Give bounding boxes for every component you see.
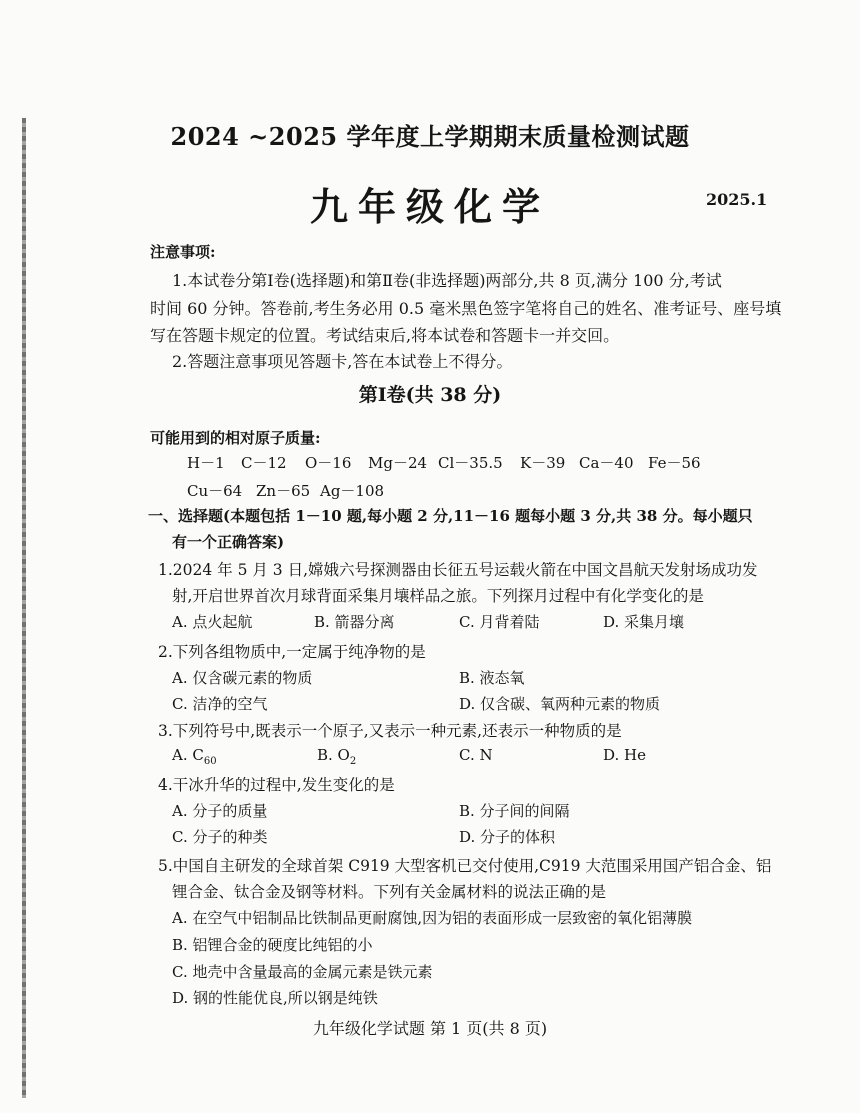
atomic-mass: C－12 xyxy=(241,454,287,472)
question-1-option-b: B. 箭器分离 xyxy=(314,613,395,631)
question-2-option-a: A. 仅含碳元素的物质 xyxy=(172,669,313,687)
question-5-option-b: B. 铝锂合金的硬度比纯铝的小 xyxy=(172,936,373,954)
question-3-stem: 3.下列符号中,既表示一个原子,又表示一种元素,还表示一种物质的是 xyxy=(158,722,622,740)
question-3-option-b xyxy=(317,746,356,767)
question-4-option-c: C. 分子的种类 xyxy=(172,828,268,846)
option-text: A. C xyxy=(172,746,204,764)
question-2-option-b: B. 液态氧 xyxy=(459,669,525,687)
subject-title: 九年级化学 xyxy=(309,184,550,229)
question-2-stem: 2.下列各组物质中,一定属于纯净物的是 xyxy=(158,643,426,661)
atomic-mass: O－16 xyxy=(305,454,352,472)
notice-item-2: 2.答题注意事项见答题卡,答在本试卷上不得分。 xyxy=(172,352,513,371)
subscript: 2 xyxy=(349,756,357,767)
atomic-mass: Zn－65 xyxy=(256,482,311,500)
part-heading-line-2: 有一个正确答案) xyxy=(172,533,285,551)
question-5-option-d: D. 钢的性能优良,所以钢是纯铁 xyxy=(172,989,378,1007)
atomic-mass: Fe－56 xyxy=(648,454,701,472)
notice-item-1-line-2: 时间 60 分钟。答卷前,考生务必用 0.5 毫米黑色签字笔将自己的姓名、准考证号、座号填 xyxy=(150,299,782,318)
option-text: B. O xyxy=(317,746,350,764)
part-heading-line-1: 一、选择题(本题包括 1－10 题,每小题 2 分,11－16 题每小题 3 分,共 38 分。每小题只 xyxy=(148,507,753,525)
page-footer: 九年级化学试题 第 1 页(共 8 页) xyxy=(312,1019,548,1038)
notice-heading: 注意事项: xyxy=(150,243,216,261)
question-5-option-c: C. 地壳中含量最高的金属元素是铁元素 xyxy=(172,963,433,981)
question-1-option-a: A. 点火起航 xyxy=(172,613,253,631)
question-3-option-d: D. He xyxy=(603,746,646,764)
question-5-stem: 5.中国自主研发的全球首架 C919 大型客机已交付使用,C919 大范围采用国产铝合金、铝 xyxy=(158,857,772,875)
notice-item-1-line-3: 写在答题卡规定的位置。考试结束后,将本试卷和答题卡一并交回。 xyxy=(150,326,620,345)
atomic-mass: K－39 xyxy=(520,454,566,472)
question-4-stem: 4.干冰升华的过程中,发生变化的是 xyxy=(158,776,395,794)
atomic-mass: Ca－40 xyxy=(579,454,634,472)
atomic-mass: H－1 xyxy=(187,454,225,472)
question-4-option-a: A. 分子的质量 xyxy=(172,802,268,820)
question-1-stem-cont: 射,开启世界首次月球背面采集月壤样品之旅。下列探月过程中有化学变化的是 xyxy=(172,587,704,605)
atomic-mass: Mg－24 xyxy=(368,454,428,472)
scan-binding-edge xyxy=(22,118,26,1098)
atomic-mass: Cu－64 xyxy=(187,482,243,500)
question-4-option-d: D. 分子的体积 xyxy=(459,828,556,846)
question-3-option-c: C. N xyxy=(459,746,493,764)
exam-title: 2024 ~2025 学年度上学期期末质量检测试题 xyxy=(170,122,690,151)
subscript: 60 xyxy=(203,756,217,767)
atomic-mass: Ag－108 xyxy=(320,482,385,500)
question-1-option-d: D. 采集月壤 xyxy=(603,613,685,631)
question-1-option-c: C. 月背着陆 xyxy=(459,613,540,631)
section-title: 第Ⅰ卷(共 38 分) xyxy=(358,384,502,406)
question-4-option-b: B. 分子间的间隔 xyxy=(459,802,570,820)
atomic-mass: Cl－35.5 xyxy=(438,454,503,472)
question-2-option-d: D. 仅含碳、氧两种元素的物质 xyxy=(459,695,661,713)
atomic-mass-heading: 可能用到的相对原子质量: xyxy=(150,429,321,447)
notice-item-1-line-1: 1.本试卷分第Ⅰ卷(选择题)和第Ⅱ卷(非选择题)两部分,共 8 页,满分 100 分,考试 xyxy=(172,271,722,290)
question-5-option-a: A. 在空气中铝制品比铁制品更耐腐蚀,因为铝的表面形成一层致密的氧化铝薄膜 xyxy=(172,909,693,927)
question-2-option-c: C. 洁净的空气 xyxy=(172,695,268,713)
question-1-stem: 1.2024 年 5 月 3 日,嫦娥六号探测器由长征五号运载火箭在中国文昌航天发射场成功发 xyxy=(158,561,758,579)
question-5-stem-cont: 锂合金、钛合金及钢等材料。下列有关金属材料的说法正确的是 xyxy=(172,883,607,901)
question-3-option-a xyxy=(172,746,217,767)
exam-date: 2025.1 xyxy=(706,190,768,209)
